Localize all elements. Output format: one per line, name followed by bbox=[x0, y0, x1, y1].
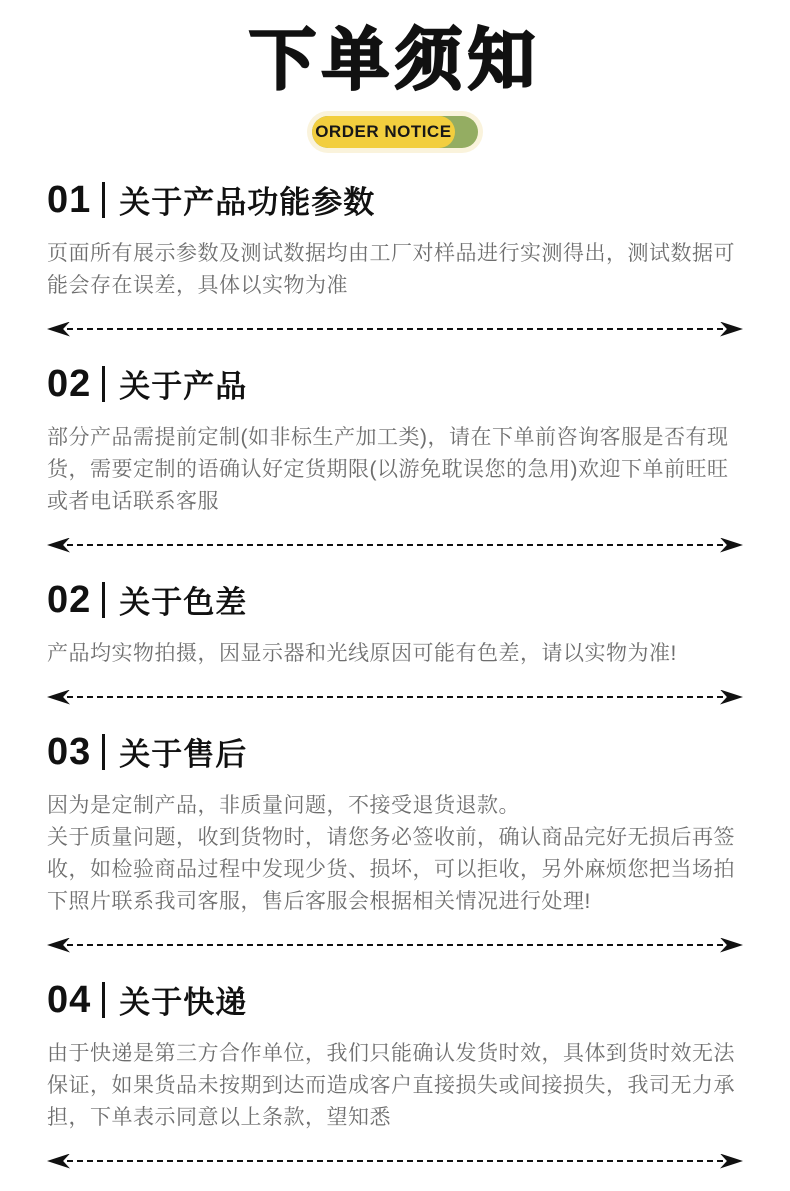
heading-divider-bar bbox=[102, 582, 105, 618]
section-body bbox=[47, 238, 743, 302]
arrow-right-icon bbox=[720, 938, 743, 953]
section-title: 关于售后 bbox=[119, 737, 248, 772]
arrow-divider bbox=[47, 537, 743, 553]
section-heading bbox=[47, 577, 743, 622]
section-body bbox=[47, 422, 743, 518]
section-number: 02 bbox=[47, 362, 92, 405]
section-after-sales bbox=[47, 729, 743, 918]
section-about-product bbox=[47, 361, 743, 518]
section-title: 关于产品功能参数 bbox=[119, 185, 376, 220]
section-shipping bbox=[47, 977, 743, 1134]
heading-divider-bar bbox=[102, 982, 105, 1018]
dashed-line bbox=[67, 1160, 723, 1162]
badge-green-pill bbox=[312, 116, 478, 148]
section-heading bbox=[47, 177, 743, 222]
section-heading bbox=[47, 361, 743, 406]
section-heading bbox=[47, 977, 743, 1022]
body-paragraph: 由于快递是第三方合作单位，我们只能确认发货时效，具体到货时效无法保证，如果货品未按期到达而造成客户直接损失或间接损失，我司无力承担，下单表示同意以上条款，望知悉 bbox=[47, 1042, 735, 1129]
section-title: 关于快递 bbox=[119, 985, 248, 1020]
arrow-divider bbox=[47, 321, 743, 337]
dashed-line bbox=[67, 328, 723, 330]
heading-divider-bar bbox=[102, 182, 105, 218]
body-paragraph: 页面所有展示参数及测试数据均由工厂对样品进行实测得出，测试数据可能会存在误差，具体以实物为准 bbox=[47, 242, 735, 297]
order-notice-badge bbox=[307, 111, 483, 153]
dashed-line bbox=[67, 544, 723, 546]
body-paragraph: 因为是定制产品，非质量问题，不接受退货退款。 bbox=[47, 794, 520, 817]
heading-divider-bar bbox=[102, 366, 105, 402]
page-title: 下单须知 bbox=[249, 23, 541, 98]
arrow-right-icon bbox=[720, 538, 743, 553]
heading-divider-bar bbox=[102, 734, 105, 770]
section-title: 关于色差 bbox=[119, 585, 248, 620]
section-product-parameters bbox=[47, 177, 743, 302]
arrow-divider bbox=[47, 1153, 743, 1169]
section-heading bbox=[47, 729, 743, 774]
section-number: 03 bbox=[47, 730, 92, 773]
section-number: 02 bbox=[47, 578, 92, 621]
section-number: 04 bbox=[47, 978, 92, 1021]
badge-row bbox=[47, 111, 743, 153]
dashed-line bbox=[67, 944, 723, 946]
body-paragraph: 产品均实物拍摄，因显示器和光线原因可能有色差，请以实物为准! bbox=[47, 642, 677, 665]
arrow-right-icon bbox=[720, 690, 743, 705]
section-body bbox=[47, 638, 743, 670]
section-number: 01 bbox=[47, 178, 92, 221]
badge-label: ORDER NOTICE bbox=[312, 116, 455, 148]
arrow-divider bbox=[47, 937, 743, 953]
body-paragraph: 关于质量问题，收到货物时，请您务必签收前，确认商品完好无损后再签收，如检验商品过程中发现少货、损坏，可以拒收，另外麻烦您把当场拍下照片联系我司客服，售后客服会根据相关情况进行处理! bbox=[47, 826, 735, 913]
arrow-divider bbox=[47, 689, 743, 705]
dashed-line bbox=[67, 696, 723, 698]
section-body bbox=[47, 1038, 743, 1134]
section-title: 关于产品 bbox=[119, 369, 248, 404]
section-body bbox=[47, 790, 743, 918]
arrow-right-icon bbox=[720, 1154, 743, 1169]
body-paragraph: 部分产品需提前定制(如非标生产加工类)，请在下单前咨询客服是否有现货，需要定制的语确认好定货期限(以游免耽误您的急用)欢迎下单前旺旺或者电话联系客服 bbox=[47, 426, 729, 513]
section-color-difference bbox=[47, 577, 743, 670]
arrow-right-icon bbox=[720, 322, 743, 337]
